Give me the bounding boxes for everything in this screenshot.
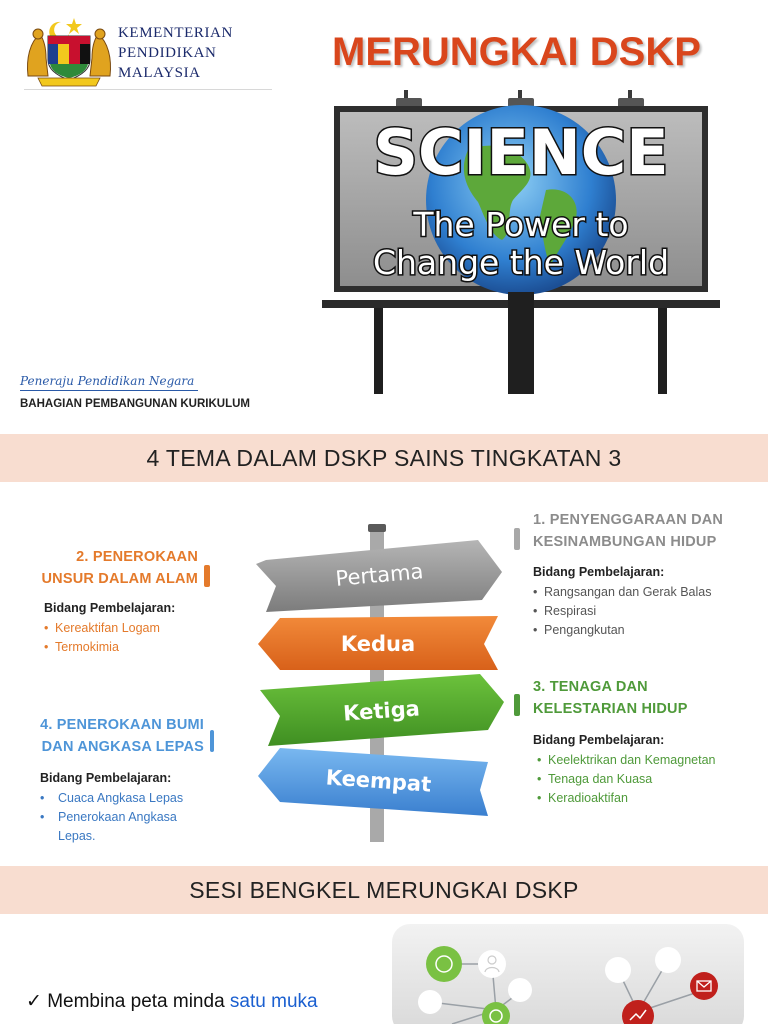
billboard-headline: SCIENCE <box>373 116 669 189</box>
section-title-themes: 4 TEMA DALAM DSKP SAINS TINGKATAN 3 <box>0 434 768 482</box>
theme-4-marker <box>210 730 214 752</box>
theme-1-title-line-1: 1. PENYENGGARAAN DAN <box>533 512 724 528</box>
list-item: • Kereaktifan Logam <box>44 619 160 638</box>
theme-3-marker <box>514 694 520 716</box>
theme-2-items <box>44 619 160 657</box>
theme-3-items <box>537 751 715 808</box>
list-item: • Penerokaan Angkasa Lepas. <box>40 808 210 846</box>
check-icon: ✓ <box>26 991 42 1012</box>
ministry-name <box>118 23 233 83</box>
theme-2-marker <box>204 565 210 587</box>
list-item: • Keelektrikan dan Kemagnetan <box>537 751 715 770</box>
page-title: MERUNGKAI DSKP <box>332 30 701 74</box>
curriculum-division-name: BAHAGIAN PEMBANGUNAN KURIKULUM <box>20 398 250 410</box>
list-item: • Termokimia <box>44 638 160 657</box>
theme-4-title <box>20 714 204 758</box>
mind-map-graphic <box>392 924 744 1024</box>
theme-3-title-line-2: KELESTARIAN HIDUP <box>533 701 688 717</box>
signpost-graphic <box>254 520 504 844</box>
list-item: • Respirasi <box>533 602 711 621</box>
billboard-line-1: The Power to <box>413 205 629 244</box>
theme-1-title <box>533 509 763 553</box>
theme-2-title-line-1: 2. PENEROKAAN <box>76 549 198 565</box>
theme-1-marker <box>514 528 520 550</box>
ministry-line-1: KEMENTERIAN <box>118 25 233 41</box>
theme-4-items <box>40 789 210 846</box>
section-title-workshop: SESI BENGKEL MERUNGKAI DSKP <box>0 866 768 914</box>
arrow-label-keempat: Keempat <box>325 765 432 797</box>
ministry-logo <box>24 14 274 90</box>
empty-node <box>605 957 631 983</box>
theme-1-items <box>533 583 711 640</box>
theme-4-bidang-label: Bidang Pembelajaran: <box>40 771 172 785</box>
mail-icon <box>690 972 718 1000</box>
theme-3-title <box>533 676 763 720</box>
tagline-underline <box>20 390 198 391</box>
arrow-label-ketiga: Ketiga <box>342 696 421 726</box>
list-item: • Cuaca Angkasa Lepas <box>40 789 210 808</box>
theme-2-title-line-2: UNSUR DALAM ALAM <box>41 571 198 587</box>
list-item: • Pengangkutan <box>533 621 711 640</box>
workshop-point-text: Membina peta minda <box>47 991 225 1012</box>
ministry-line-3: MALAYSIA <box>118 65 201 81</box>
theme-1-title-line-2: KESINAMBUNGAN HIDUP <box>533 534 717 550</box>
theme-1-bidang-label: Bidang Pembelajaran: <box>533 565 665 579</box>
list-item: • Rangsangan dan Gerak Balas <box>533 583 711 602</box>
ministry-line-2: PENDIDIKAN <box>118 45 217 61</box>
malaysia-coat-of-arms-icon <box>24 14 114 88</box>
theme-4-title-line-2: DAN ANGKASA LEPAS <box>41 739 204 755</box>
list-item: • Keradioaktifan <box>537 789 715 808</box>
globe-icon <box>426 946 462 982</box>
empty-node <box>655 947 681 973</box>
curriculum-tagline: Peneraju Pendidikan Negara <box>20 374 195 388</box>
billboard-line-2: Change the World <box>372 243 670 282</box>
workshop-point-highlight: satu muka <box>229 991 318 1012</box>
list-item: • Tenaga dan Kuasa <box>537 770 715 789</box>
curriculum-division-logo <box>8 362 294 432</box>
workshop-point <box>26 990 318 1013</box>
empty-node <box>418 990 442 1014</box>
user-icon <box>478 950 506 978</box>
arrow-label-kedua: Kedua <box>340 632 416 656</box>
logo-divider <box>24 89 272 90</box>
theme-2-bidang-label: Bidang Pembelajaran: <box>44 601 176 615</box>
empty-node <box>508 978 532 1002</box>
theme-3-title-line-1: 3. TENAGA DAN <box>533 679 648 695</box>
theme-4-title-line-1: 4. PENEROKAAN BUMI <box>40 717 204 733</box>
science-billboard <box>318 90 724 396</box>
arrow-label-pertama: Pertama <box>334 559 425 591</box>
theme-3-bidang-label: Bidang Pembelajaran: <box>533 733 665 747</box>
theme-2-title <box>24 546 198 590</box>
